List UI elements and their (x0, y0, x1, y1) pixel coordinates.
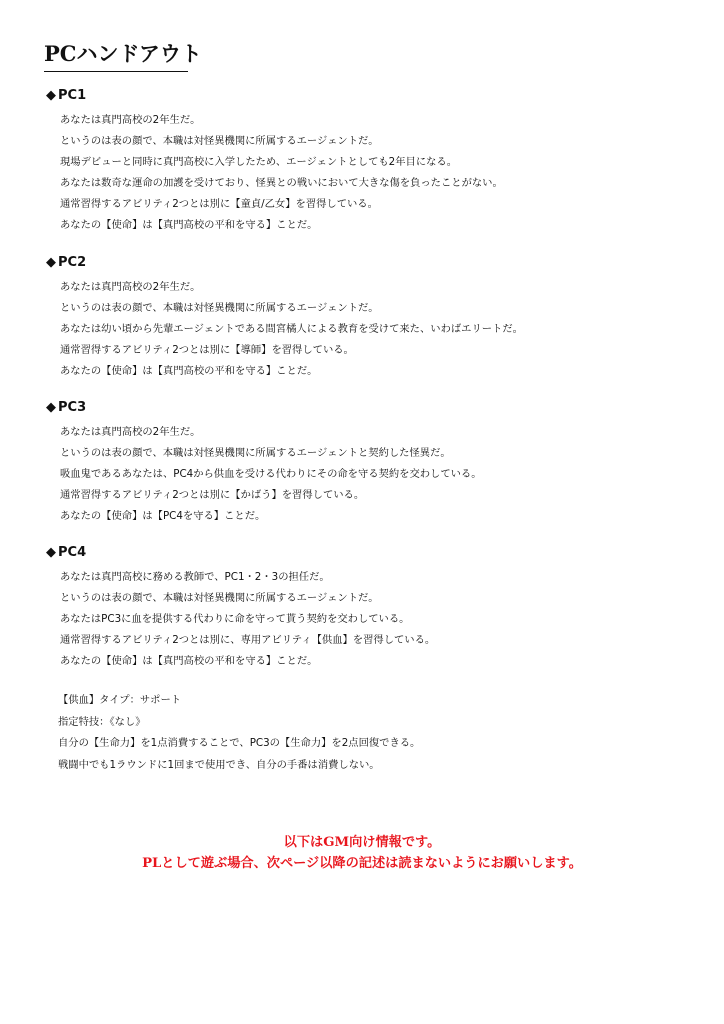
diamond-bullet-icon: ◆ (46, 400, 56, 415)
text-line: 通常習得するアビリティ2つとは別に、専用アビリティ【供血】を習得している。 (60, 634, 436, 646)
document-title: PCハンドアウト (44, 38, 188, 72)
text-line: というのは表の顔で、本職は対怪異機関に所属するエージェントだ。 (60, 302, 379, 314)
section-lines (60, 567, 686, 672)
diamond-bullet-icon: ◆ (46, 88, 56, 103)
text-line: 吸血鬼であるあなたは、PC4から供血を受ける代わりにその命を守る契約を交わしている。 (60, 468, 482, 480)
text-line: 通常習得するアビリティ2つとは別に【童貞/乙女】を習得している。 (60, 198, 378, 210)
text-line: あなたの【使命】は【真門高校の平和を守る】ことだ。 (60, 219, 318, 231)
text-line: あなたは真門高校に務める教師で、PC1・2・3の担任だ。 (60, 571, 330, 583)
text-line: あなたは数奇な運命の加護を受けており、怪異との戦いにおいて大きな傷を負ったことがない。 (60, 177, 503, 189)
section-heading (46, 398, 686, 418)
section-lines (60, 422, 686, 527)
section-heading-label: PC1 (58, 88, 87, 103)
diamond-bullet-icon: ◆ (46, 255, 56, 270)
section-pc4 (46, 543, 686, 672)
gm-notice (0, 832, 724, 874)
text-line: あなたは真門高校の2年生だ。 (60, 114, 201, 126)
section-heading-label: PC3 (58, 400, 87, 415)
ability-description (58, 690, 658, 776)
gm-notice-line: 以下はGM向け情報です。 (283, 835, 441, 850)
text-line: というのは表の顔で、本職は対怪異機関に所属するエージェントだ。 (60, 592, 379, 604)
section-pc1 (46, 86, 686, 236)
section-heading (46, 253, 686, 273)
text-line: あなたの【使命】は【真門高校の平和を守る】ことだ。 (60, 365, 318, 377)
section-heading-label: PC4 (58, 545, 87, 560)
gm-notice-line: PLとして遊ぶ場合、次ページ以降の記述は読まないようにお願いします。 (142, 856, 582, 871)
text-line: あなたは真門高校の2年生だ。 (60, 281, 201, 293)
section-lines (60, 277, 686, 382)
section-heading (46, 86, 686, 106)
section-pc2 (46, 253, 686, 382)
text-line: 通常習得するアビリティ2つとは別に【かばう】を習得している。 (60, 489, 365, 501)
ability-line: 自分の【生命力】を1点消費することで、PC3の【生命力】を2点回復できる。 (58, 737, 421, 749)
text-line: あなたの【使命】は【真門高校の平和を守る】ことだ。 (60, 655, 318, 667)
section-heading-label: PC2 (58, 255, 87, 270)
text-line: あなたは幼い頃から先輩エージェントである間宮橘人による教育を受けて来た、いわばエリートだ。 (60, 323, 523, 335)
text-line: あなたは真門高校の2年生だ。 (60, 426, 201, 438)
text-line: 通常習得するアビリティ2つとは別に【導師】を習得している。 (60, 344, 354, 356)
text-line: というのは表の顔で、本職は対怪異機関に所属するエージェントと契約した怪異だ。 (60, 447, 451, 459)
ability-line: 戦闘中でも1ラウンドに1回まで使用でき、自分の手番は消費しない。 (58, 758, 380, 771)
text-line: あなたの【使命】は【PC4を守る】ことだ。 (60, 510, 266, 522)
text-line: 現場デビューと同時に真門高校に入学したため、エージェントとしても2年目になる。 (60, 156, 458, 168)
ability-line: 【供血】タイプ：サポート (58, 694, 182, 706)
text-line: というのは表の顔で、本職は対怪異機関に所属するエージェントだ。 (60, 135, 379, 147)
section-pc3 (46, 398, 686, 527)
diamond-bullet-icon: ◆ (46, 545, 56, 560)
section-heading (46, 543, 686, 563)
section-lines (60, 110, 686, 236)
text-line: あなたはPC3に血を提供する代わりに命を守って貰う契約を交わしている。 (60, 613, 410, 625)
ability-line: 指定特技：《なし》 (58, 715, 146, 728)
